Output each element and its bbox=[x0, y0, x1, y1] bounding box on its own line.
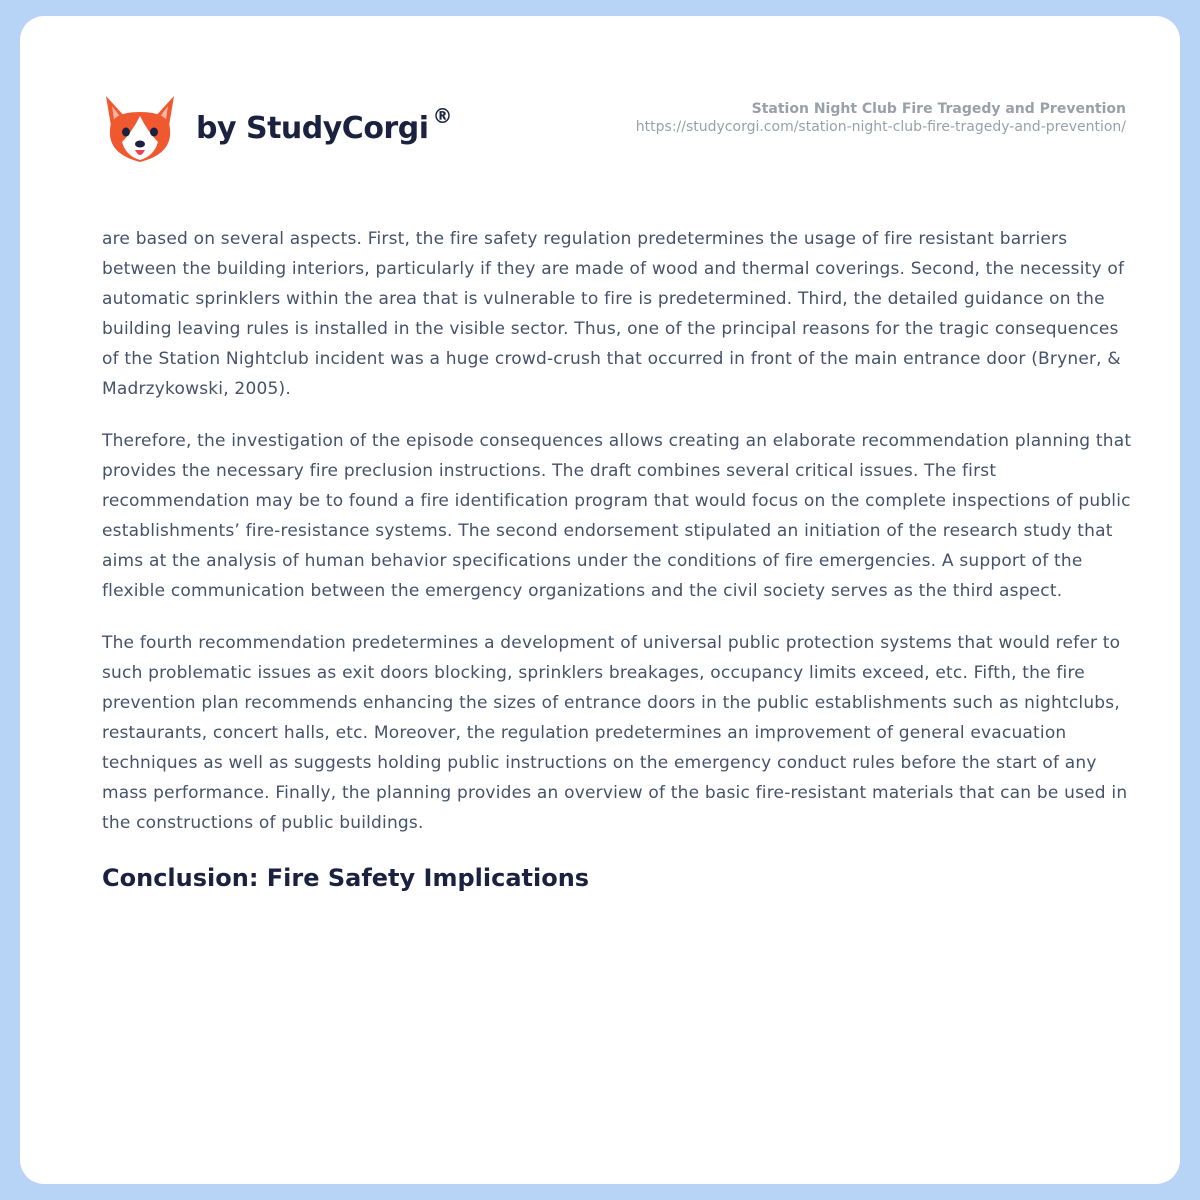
brand-text: by StudyCorgi bbox=[196, 111, 429, 146]
paragraph-3: The fourth recommendation predetermines a development of universal public protection systems that would refer to such problematic issues as exit doors blocking, sprinklers breakages, occupancy limits exceed, etc. Fifth, the fire prevention plan recommends enhancing the sizes of entrance doors in the public establishments such as nightclubs, restaurants, concert halls, etc. Moreover, the regulation predetermines an improvement of general evacuation techniques as well as suggests holding public instructions on the emergency conduct rules before the start of any mass performance. Finally, the planning provides an overview of the basic fire-resistant materials that can be used in the constructions of public buildings. bbox=[102, 633, 1128, 833]
paragraph-2: Therefore, the investigation of the episode consequences allows creating an elaborate recommendation planning that provides the necessary fire preclusion instructions. The draft combines several critical issues. The first recommendation may be to found a fire identification program that would focus on the complete inspections of public establishments’ fire-resistance systems. The second endorsement stipulated an initiation of the research study that aims at the analysis of human behavior specifications under the conditions of fire emergencies. A support of the flexible communication between the emergency organizations and the civil society serves as the third aspect. bbox=[102, 431, 1132, 601]
paragraph-1: are based on several aspects. First, the fire safety regulation predetermines the usage of fire resistant barriers between the building interiors, particularly if they are made of wood and thermal coverings. Second, the necessity of automatic sprinklers within the area that is vulnerable to fire is predetermined. Third, the detailed guidance on the building leaving rules is installed in the visible sector. Thus, one of the principal reasons for the tragic consequences of the Station Nightclub incident was a huge crowd-crush that occurred in front of the main entrance door (Bryner, & Madrzykowski, 2005). bbox=[102, 229, 1125, 399]
brand-name bbox=[196, 104, 452, 146]
source-url-link[interactable]: https://studycorgi.com/station-night-club-fire-tragedy-and-prevention/ bbox=[635, 119, 1126, 135]
page-header bbox=[20, 16, 1180, 216]
source-title: Station Night Club Fire Tragedy and Prevention bbox=[751, 101, 1126, 117]
document-card bbox=[20, 16, 1180, 1184]
section-heading: Conclusion: Fire Safety Implications bbox=[102, 864, 590, 892]
registered-mark: ® bbox=[432, 104, 452, 128]
document-body bbox=[102, 224, 1132, 896]
source-info bbox=[506, 100, 1126, 136]
corgi-logo-icon bbox=[102, 92, 178, 172]
